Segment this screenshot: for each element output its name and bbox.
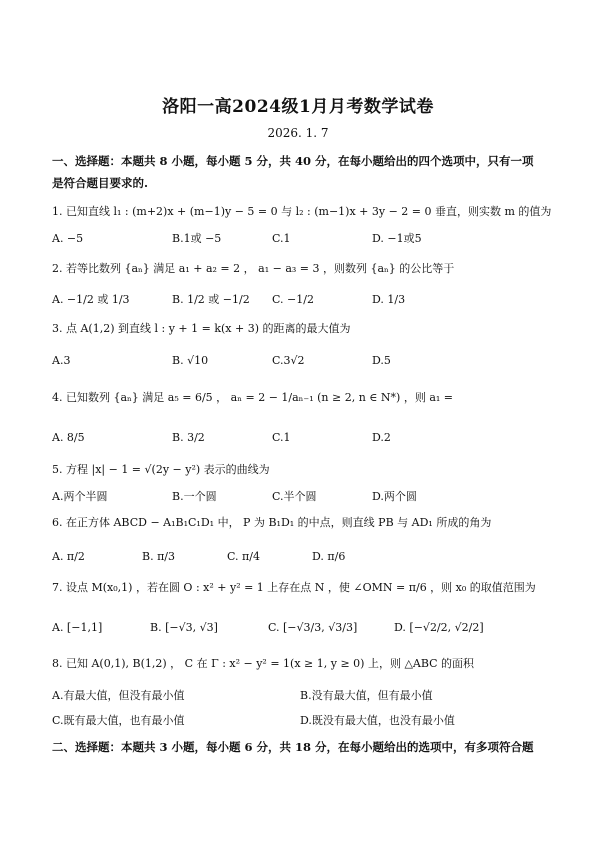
- question-2-option-c: C. −1/2: [272, 293, 314, 306]
- question-4-option-b: B. 3/2: [172, 431, 205, 444]
- question-3-option-c: C.3√2: [272, 354, 305, 367]
- question-5-option-a: A.两个半圆: [52, 490, 108, 503]
- question-4-stem: 4. 已知数列 {aₙ} 满足 a₅ = 6/5 ， aₙ = 2 − 1/aₙ₋₁ (n ≥ 2, n ∈ N*) ，则 a₁ =: [52, 391, 454, 404]
- question-3-option-a: A.3: [52, 354, 71, 367]
- question-8-option-a: A.有最大值，但没有最小值: [52, 689, 185, 702]
- question-6-option-c: C. π/4: [227, 550, 260, 563]
- question-7-option-a: A. [−1,1]: [52, 621, 103, 634]
- question-1-option-c: C.1: [272, 232, 291, 245]
- question-1-stem: 1. 已知直线 l₁ : (m+2)x + (m−1)y − 5 = 0 与 l₂ : (m−1)x + 3y − 2 = 0 垂直，则实数 m 的值为: [52, 205, 552, 218]
- question-8-option-c: C.既有最大值，也有最小值: [52, 714, 185, 727]
- question-5-option-b: B.一个圆: [172, 490, 217, 503]
- question-1-option-b: B.1或 −5: [172, 232, 222, 245]
- question-1-option-a: A. −5: [52, 232, 84, 245]
- question-7-option-b: B. [−√3, √3]: [150, 621, 218, 634]
- question-3-option-d: D.5: [372, 354, 391, 367]
- question-2-option-a: A. −1/2 或 1/3: [52, 293, 130, 306]
- question-6-option-b: B. π/3: [142, 550, 176, 563]
- question-6-option-a: A. π/2: [52, 550, 85, 563]
- question-3-stem: 3. 点 A(1,2) 到直线 l : y + 1 = k(x + 3) 的距离的最大值为: [52, 322, 351, 335]
- question-2-option-d: D. 1/3: [372, 293, 406, 306]
- question-1-option-d: D. −1或5: [372, 232, 422, 245]
- question-5-option-d: D.两个圆: [372, 490, 417, 503]
- question-7-stem: 7. 设点 M(x₀,1) ，若在圆 O : x² + y² = 1 上存在点 N ，使 ∠OMN = π/6 ，则 x₀ 的取值范围为: [52, 581, 536, 594]
- question-4-option-c: C.1: [272, 431, 291, 444]
- section2-instructions-line1: 二、选择题：本题共 3 小题，每小题 6 分，共 18 分，在每小题给出的选项中，有多项符合题: [52, 740, 534, 754]
- exam-date: 2026. 1. 7: [267, 126, 329, 140]
- question-5-stem: 5. 方程 |x| − 1 = √(2y − y²) 表示的曲线为: [52, 463, 270, 476]
- question-4-option-a: A. 8/5: [52, 431, 85, 444]
- question-8-option-b: B.没有最大值，但有最小值: [300, 689, 433, 702]
- section1-instructions-line2: 是符合题目要求的.: [52, 176, 149, 190]
- question-7-option-c: C. [−√3/3, √3/3]: [268, 621, 358, 634]
- question-5-option-c: C.半个圆: [272, 490, 317, 503]
- question-6-stem: 6. 在正方体 ABCD − A₁B₁C₁D₁ 中， P 为 B₁D₁ 的中点，则直线 PB 与 AD₁ 所成的角为: [52, 516, 492, 529]
- question-7-option-d: D. [−√2/2, √2/2]: [394, 621, 484, 634]
- question-8-stem: 8. 已知 A(0,1), B(1,2) ， C 在 Γ : x² − y² = 1(x ≥ 1, y ≥ 0) 上，则 △ABC 的面积: [52, 657, 475, 670]
- exam-title: 洛阳一高2024级1月月考数学试卷: [162, 97, 434, 117]
- section1-instructions-line1: 一、选择题：本题共 8 小题，每小题 5 分，共 40 分，在每小题给出的四个选项中，只有一项: [52, 154, 534, 168]
- question-6-option-d: D. π/6: [312, 550, 346, 563]
- question-2-option-b: B. 1/2 或 −1/2: [172, 293, 250, 306]
- question-3-option-b: B. √10: [172, 354, 209, 367]
- question-2-stem: 2. 若等比数列 {aₙ} 满足 a₁ + a₂ = 2 ， a₁ − a₃ = 3 ，则数列 {aₙ} 的公比等于: [52, 262, 455, 275]
- question-8-option-d: D.既没有最大值，也没有最小值: [300, 714, 455, 727]
- question-4-option-d: D.2: [372, 431, 391, 444]
